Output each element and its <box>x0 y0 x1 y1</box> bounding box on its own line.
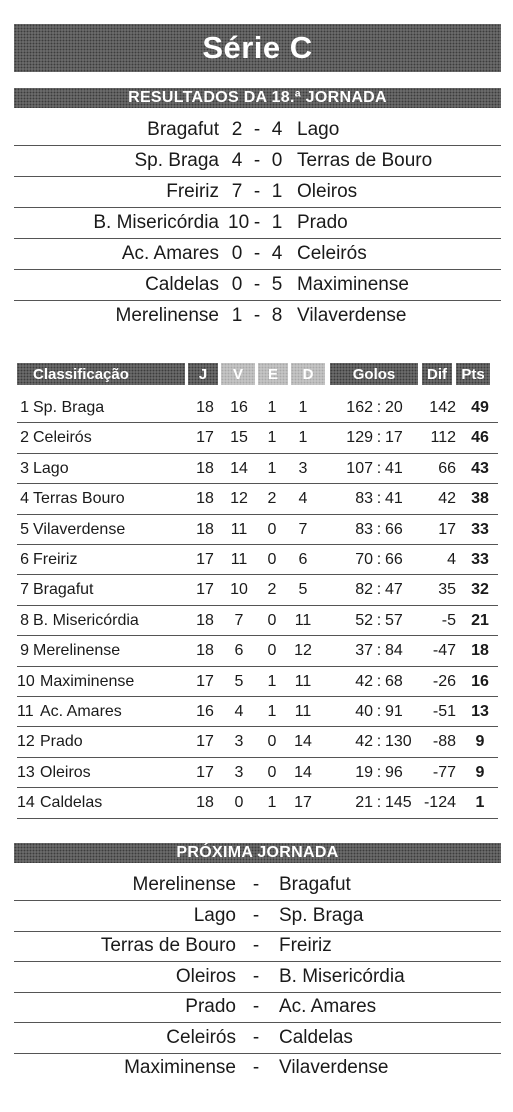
header-e-label: E <box>267 365 278 383</box>
goals-for: 37 <box>355 642 373 660</box>
games-played: 18 <box>196 399 214 416</box>
standings-header-pts <box>456 363 490 385</box>
points: 9 <box>475 763 485 781</box>
result-home-team: Freiriz <box>166 181 219 202</box>
games-played: 17 <box>196 551 214 568</box>
team-name: Caldelas <box>40 794 103 812</box>
losses: 4 <box>298 490 308 508</box>
wins: 11 <box>230 551 248 568</box>
goals-colon: : <box>376 399 382 416</box>
goal-difference: -124 <box>423 794 456 812</box>
fixture-row <box>0 1053 513 1084</box>
points: 21 <box>471 611 489 629</box>
fixture-home-team: Maximinense <box>124 1057 236 1078</box>
losses: 11 <box>294 611 312 629</box>
position: 2 <box>20 429 29 447</box>
goals-colon: : <box>376 611 382 629</box>
games-played: 16 <box>196 703 214 720</box>
goals-colon: : <box>376 733 382 751</box>
table-row <box>17 545 498 575</box>
result-home-team: Ac. Amares <box>121 243 219 264</box>
result-row <box>0 208 513 239</box>
result-away-team: Terras de Bouro <box>297 150 433 171</box>
goals-for: 19 <box>355 763 373 781</box>
points: 9 <box>475 733 485 751</box>
position: 13 <box>17 763 35 781</box>
goal-difference: 42 <box>438 490 456 508</box>
result-away-score: 0 <box>271 150 283 171</box>
fixture-row <box>0 931 513 962</box>
header-team-label: Classificação <box>33 365 129 383</box>
goal-difference: -51 <box>432 703 456 720</box>
goal-difference: 142 <box>429 399 456 416</box>
result-row <box>0 239 513 270</box>
losses: 17 <box>294 794 312 812</box>
games-played: 18 <box>196 490 214 508</box>
goals-for: 42 <box>355 733 373 751</box>
header-j-label: J <box>198 365 208 383</box>
result-away-score: 1 <box>271 181 283 202</box>
goals-colon: : <box>376 794 382 812</box>
wins: 5 <box>234 672 244 690</box>
goal-difference: -77 <box>432 763 456 781</box>
goal-difference: 4 <box>447 551 456 568</box>
standings-header-j <box>188 363 218 385</box>
fixture-separator: - <box>252 1026 260 1048</box>
losses: 6 <box>298 551 308 568</box>
goals-for: 82 <box>355 581 373 599</box>
table-row <box>17 606 498 636</box>
team-name: Sp. Braga <box>33 399 105 416</box>
result-home-score: 0 <box>231 243 243 264</box>
result-row <box>0 301 513 332</box>
result-away-team: Lago <box>297 119 340 140</box>
team-name: Freiriz <box>33 551 78 568</box>
goals-colon: : <box>376 672 382 690</box>
wins: 6 <box>234 642 244 660</box>
result-row <box>0 115 513 146</box>
table-row <box>17 515 498 545</box>
goals-for: 70 <box>355 551 373 568</box>
goals-for: 40 <box>355 703 373 720</box>
draws: 0 <box>267 733 277 751</box>
goals-for: 83 <box>355 490 373 508</box>
wins: 3 <box>234 763 244 781</box>
fixture-away-team: B. Misericórdia <box>279 965 405 987</box>
title-bar <box>14 24 501 72</box>
position: 8 <box>20 611 29 629</box>
header-golos-label: Golos <box>352 365 396 383</box>
games-played: 18 <box>196 459 214 477</box>
losses: 11 <box>294 703 312 720</box>
games-played: 17 <box>196 672 214 690</box>
team-name: Merelinense <box>33 642 121 660</box>
goals-colon: : <box>376 459 382 477</box>
goal-difference: 35 <box>438 581 456 599</box>
points: 1 <box>475 794 485 812</box>
standings-header-dif <box>422 363 452 385</box>
draws: 0 <box>267 763 277 781</box>
result-separator: - <box>253 150 261 171</box>
goals-against: 130 <box>385 733 412 751</box>
wins: 15 <box>230 429 248 447</box>
goals-against: 96 <box>385 763 403 781</box>
result-away-team: Vilaverdense <box>297 305 407 326</box>
position: 10 <box>17 672 35 690</box>
table-row <box>17 697 498 727</box>
fixture-row <box>0 1023 513 1054</box>
draws: 1 <box>267 794 277 812</box>
team-name: Prado <box>40 733 83 751</box>
losses: 11 <box>294 672 312 690</box>
goals-colon: : <box>376 581 382 599</box>
result-separator: - <box>253 274 261 295</box>
wins: 0 <box>234 794 244 812</box>
result-away-team: Prado <box>297 212 348 233</box>
result-home-team: Bragafut <box>147 119 219 140</box>
goals-for: 162 <box>346 399 373 416</box>
losses: 5 <box>298 581 308 599</box>
table-row <box>17 484 498 514</box>
fixture-away-team: Bragafut <box>279 874 351 895</box>
wins: 7 <box>234 611 244 629</box>
position: 7 <box>20 581 29 599</box>
header-v-label: V <box>232 365 243 383</box>
position: 11 <box>17 703 34 720</box>
goal-difference: -47 <box>432 642 456 660</box>
result-row <box>0 146 513 177</box>
fixture-row <box>0 992 513 1023</box>
result-home-score: 2 <box>231 119 243 140</box>
header-dif-label: Dif <box>427 365 447 383</box>
position: 4 <box>20 490 29 508</box>
points: 38 <box>471 490 489 508</box>
draws: 1 <box>267 459 277 477</box>
position: 3 <box>20 459 29 477</box>
wins: 4 <box>234 703 244 720</box>
fixture-away-team: Vilaverdense <box>279 1057 389 1078</box>
goals-against: 47 <box>385 581 403 599</box>
fixture-away-team: Freiriz <box>279 935 332 956</box>
points: 33 <box>471 551 489 568</box>
fixture-away-team: Sp. Braga <box>279 904 364 926</box>
points: 43 <box>471 459 489 477</box>
fixture-home-team: Lago <box>193 904 236 926</box>
table-row <box>17 454 498 484</box>
result-row <box>0 270 513 301</box>
goal-difference: 66 <box>438 459 456 477</box>
points: 46 <box>471 429 489 447</box>
fixture-separator: - <box>252 965 260 987</box>
fixture-separator: - <box>252 996 260 1017</box>
fixture-home-team: Merelinense <box>132 874 236 895</box>
goals-for: 42 <box>355 672 373 690</box>
team-name: B. Misericórdia <box>33 611 139 629</box>
goals-against: 68 <box>385 672 403 690</box>
losses: 12 <box>294 642 312 660</box>
wins: 10 <box>230 581 248 599</box>
draws: 1 <box>267 399 277 416</box>
goals-against: 41 <box>385 490 403 508</box>
losses: 3 <box>298 459 308 477</box>
table-row <box>17 423 498 453</box>
goals-colon: : <box>376 520 382 538</box>
results-header: RESULTADOS DA 18.ª JORNADA <box>128 89 387 106</box>
goals-colon: : <box>376 703 382 720</box>
draws: 0 <box>267 520 277 538</box>
fixture-home-team: Prado <box>185 996 236 1017</box>
page-title: Série C <box>202 30 313 65</box>
wins: 3 <box>234 733 244 751</box>
fixture-home-team: Celeirós <box>166 1026 236 1048</box>
standings-header-v <box>221 363 255 385</box>
points: 18 <box>471 642 489 660</box>
draws: 1 <box>267 703 277 720</box>
fixture-separator: - <box>252 874 260 895</box>
losses: 1 <box>298 429 308 447</box>
goals-against: 91 <box>385 703 403 720</box>
goals-colon: : <box>376 642 382 660</box>
result-separator: - <box>253 243 261 264</box>
result-home-score: 0 <box>231 274 243 295</box>
result-away-score: 4 <box>271 243 283 264</box>
result-home-score: 10 <box>228 212 250 233</box>
draws: 0 <box>267 642 277 660</box>
goals-against: 66 <box>385 551 403 568</box>
position: 5 <box>20 520 29 538</box>
next-header-bar <box>14 843 501 863</box>
result-separator: - <box>253 119 261 140</box>
fixture-away-team: Caldelas <box>279 1026 353 1048</box>
games-played: 17 <box>196 763 214 781</box>
draws: 2 <box>267 490 277 508</box>
draws: 0 <box>267 611 277 629</box>
result-home-score: 4 <box>231 150 243 171</box>
result-home-score: 1 <box>231 305 243 326</box>
result-separator: - <box>253 305 261 326</box>
losses: 7 <box>298 520 308 538</box>
goals-colon: : <box>376 490 382 508</box>
header-d-label: D <box>302 365 314 383</box>
team-name: Celeirós <box>33 429 92 447</box>
position: 1 <box>20 399 29 416</box>
fixture-away-team: Ac. Amares <box>279 996 377 1017</box>
result-away-team: Oleiros <box>297 181 358 202</box>
table-row <box>17 393 498 423</box>
goal-difference: 17 <box>438 520 456 538</box>
result-away-score: 8 <box>271 305 283 326</box>
table-row <box>17 636 498 666</box>
goals-against: 17 <box>385 429 403 447</box>
wins: 12 <box>230 490 248 508</box>
header-pts-label: Pts <box>461 365 485 383</box>
fixture-home-team: Oleiros <box>175 965 236 987</box>
table-row <box>17 788 498 818</box>
result-home-score: 7 <box>231 181 243 202</box>
goals-colon: : <box>376 429 382 447</box>
next-header: PRÓXIMA JORNADA <box>176 844 339 861</box>
fixture-home-team: Terras de Bouro <box>100 935 236 956</box>
result-home-team: Caldelas <box>145 274 219 295</box>
games-played: 18 <box>196 611 214 629</box>
position: 6 <box>20 551 29 568</box>
result-separator: - <box>253 181 261 202</box>
games-played: 17 <box>196 733 214 751</box>
fixture-row <box>0 870 513 901</box>
table-row <box>17 727 498 757</box>
goals-against: 145 <box>385 794 412 812</box>
games-played: 18 <box>196 642 214 660</box>
points: 32 <box>471 581 489 599</box>
table-row <box>17 667 498 697</box>
team-name: Maximinense <box>40 672 135 690</box>
result-away-team: Celeirós <box>297 243 367 264</box>
results-header-bar <box>14 88 501 108</box>
goals-for: 129 <box>346 429 373 447</box>
fixture-row <box>0 962 513 993</box>
wins: 11 <box>230 520 248 538</box>
games-played: 18 <box>196 520 214 538</box>
team-name: Oleiros <box>40 763 91 781</box>
result-away-team: Maximinense <box>297 274 409 295</box>
games-played: 18 <box>196 794 214 812</box>
points: 33 <box>471 520 489 538</box>
goal-difference: -5 <box>441 611 456 629</box>
table-row <box>17 575 498 605</box>
result-away-score: 4 <box>271 119 283 140</box>
draws: 1 <box>267 672 277 690</box>
fixture-separator: - <box>252 935 260 956</box>
points: 13 <box>471 703 489 720</box>
table-row <box>17 758 498 788</box>
result-away-score: 5 <box>271 274 283 295</box>
result-away-score: 1 <box>271 212 283 233</box>
games-played: 17 <box>196 581 214 599</box>
goals-against: 41 <box>385 459 403 477</box>
position: 14 <box>17 794 35 812</box>
result-separator: - <box>253 212 261 233</box>
goals-colon: : <box>376 551 382 568</box>
goals-for: 107 <box>346 459 373 477</box>
standings-header-golos <box>330 363 418 385</box>
goals-against: 20 <box>385 399 403 416</box>
standings-header-d <box>291 363 325 385</box>
goal-difference: -88 <box>432 733 456 751</box>
goals-against: 66 <box>385 520 403 538</box>
position: 12 <box>17 733 35 751</box>
goals-for: 83 <box>355 520 373 538</box>
team-name: Vilaverdense <box>33 520 126 538</box>
losses: 14 <box>294 733 312 751</box>
standings-header-team <box>17 363 185 385</box>
team-name: Lago <box>33 459 69 477</box>
points: 49 <box>471 399 489 416</box>
team-name: Ac. Amares <box>40 703 122 720</box>
team-name: Terras Bouro <box>33 490 125 508</box>
losses: 14 <box>294 763 312 781</box>
wins: 14 <box>230 459 248 477</box>
fixture-separator: - <box>252 904 260 926</box>
draws: 1 <box>267 429 277 447</box>
result-home-team: Sp. Braga <box>134 150 219 171</box>
goals-against: 57 <box>385 611 403 629</box>
fixture-row <box>0 901 513 932</box>
result-row <box>0 177 513 208</box>
points: 16 <box>471 672 489 690</box>
goals-colon: : <box>376 763 382 781</box>
fixture-separator: - <box>252 1057 260 1078</box>
goals-against: 84 <box>385 642 403 660</box>
wins: 16 <box>230 399 248 416</box>
goal-difference: -26 <box>432 672 456 690</box>
result-home-team: B. Misericórdia <box>93 212 219 233</box>
draws: 2 <box>267 581 277 599</box>
draws: 0 <box>267 551 277 568</box>
games-played: 17 <box>196 429 214 447</box>
goal-difference: 112 <box>430 429 456 447</box>
standings-header-e <box>258 363 288 385</box>
losses: 1 <box>298 399 308 416</box>
team-name: Bragafut <box>33 581 94 599</box>
goals-for: 21 <box>355 794 373 812</box>
position: 9 <box>20 642 29 660</box>
result-home-team: Merelinense <box>115 305 219 326</box>
goals-for: 52 <box>355 611 373 629</box>
